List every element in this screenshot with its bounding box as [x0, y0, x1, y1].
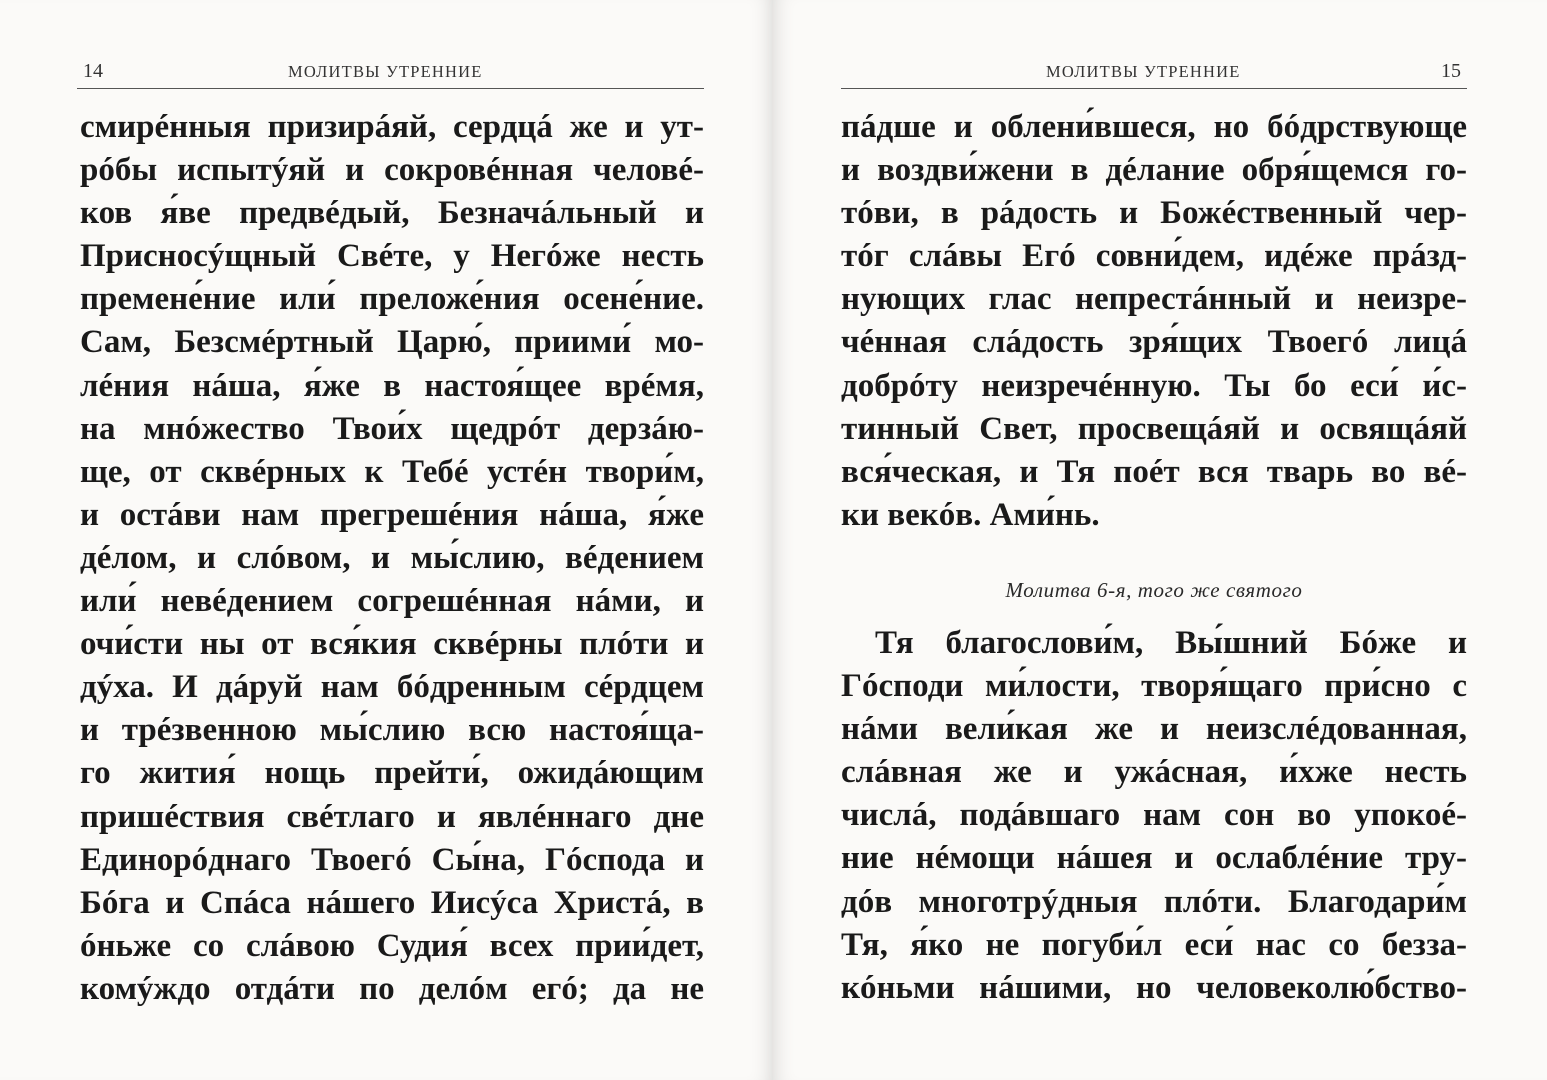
text-line: тóви, в рáдость и Божéственный чер- — [841, 195, 1467, 232]
left-page — [0, 0, 773, 1080]
text-line: ще, от сквéрных к Тебé устéн твори́м, — [80, 453, 704, 490]
text-line: Сам, Безсмéртный Царю́, приими́ мо- — [80, 324, 704, 361]
text-line: дóв многотрýдныя плóти. Благодари́м — [841, 883, 1467, 920]
right-page — [773, 0, 1547, 1080]
text-line: го жития́ нощь прейти́, ожидáющим — [80, 755, 704, 792]
text-line: пришéствия свéтлаго и явлéннаго дне — [80, 798, 704, 835]
text-line: Гóсподи ми́лости, творя́щаго при́сно с — [841, 668, 1467, 705]
text-line: Тя, я́ко не погуби́л еси́ нас со безза- — [841, 926, 1467, 963]
text-line: нующих глас непрестáнный и неизре- — [841, 281, 1467, 318]
text-line: и трéзвенною мы́слию всю настоя́ща- — [80, 712, 704, 749]
text-line: на мнóжество Твои́х щедрóт дерзáю- — [80, 410, 704, 447]
text-line: чéнная слáдость зря́щих Твоегó лицá — [841, 324, 1467, 361]
right-page-header — [841, 58, 1467, 88]
text-line: пáдше и облени́вшеся, но бóдрствующе — [841, 109, 1467, 145]
text-line: тинный Свет, просвещáяй и освящáяй — [841, 410, 1467, 447]
text-line: ки векóв. Ами́нь. — [841, 496, 1100, 533]
text-line: очи́сти ны от вся́кия сквéрны плóти и — [80, 626, 704, 663]
right-page-body-bottom — [841, 622, 1467, 1010]
text-line: рóбы испытýяй и сокровéнная человé- — [80, 152, 704, 189]
text-line: и воздви́жени в дéлание обря́щемся го- — [841, 152, 1467, 189]
left-running-title: МОЛИТВЫ УТРЕННИЕ — [288, 62, 483, 81]
text-line: дéлом, и слóвом, и мы́слию, вéдением — [80, 539, 704, 576]
text-line: добрóту неизречéнную. Ты бо еси́ и́с- — [841, 367, 1467, 404]
text-line: Тя благослови́м, Вы́шний Бóже и — [875, 625, 1467, 661]
text-line: лéния нáша, я́же в настоя́щее врéмя, — [80, 367, 704, 404]
left-page-header — [77, 58, 703, 88]
text-line: ков я́ве предвéдый, Безначáльный и — [80, 195, 704, 232]
right-page-number: 15 — [1441, 60, 1461, 82]
text-line: óньже со слáвою Судия́ всех прии́дет, — [80, 927, 704, 964]
text-line: ние нéмощи нáшея и ослаблéние тру- — [841, 840, 1467, 877]
left-header-rule — [77, 88, 704, 89]
text-line: слáвная же и ужáсная, и́хже несть — [841, 754, 1467, 791]
text-line: нáми вели́кая же и неизслéдованная, — [841, 711, 1467, 748]
text-line: Бóга и Спáса нáшего Иисýса Христá, в — [80, 884, 704, 921]
text-line: или́ невéдением согрешéнная нáми, и — [80, 583, 704, 620]
text-line: Присносýщный Свéте, у Негóже несть — [80, 238, 704, 275]
left-page-body — [80, 106, 704, 1011]
text-line: числá, подáвшаго нам сон во упокоé- — [841, 797, 1467, 834]
text-line: вся́ческая, и Тя поéт вся тварь во вé- — [841, 453, 1467, 490]
text-line: и остáви нам прегрешéния нáша, я́же — [80, 496, 704, 533]
right-running-title: МОЛИТВЫ УТРЕННИЕ — [1046, 62, 1241, 81]
right-header-rule — [841, 88, 1467, 89]
text-line: тóг слáвы Егó совни́дем, идéже прáзд- — [841, 238, 1467, 275]
prayer-title: Молитва 6-я, того же святого — [1005, 578, 1303, 602]
text-line: дýха. И дáруй нам бóдренным сéрдцем — [80, 669, 704, 706]
text-line: комýждо отдáти по делóм егó; да не — [80, 970, 704, 1007]
left-page-number: 14 — [83, 60, 103, 82]
text-line: премене́ние или́ преложе́ния осене́ние. — [80, 281, 704, 318]
text-line: кóньми нáшими, но человеколю́бство- — [841, 969, 1467, 1006]
right-page-body-top — [841, 106, 1467, 537]
text-line: смирéнныя призирáяй, сердцá же и ут- — [80, 109, 704, 145]
text-line: Единорóднаго Твоегó Сы́на, Гóспода и — [80, 841, 704, 878]
